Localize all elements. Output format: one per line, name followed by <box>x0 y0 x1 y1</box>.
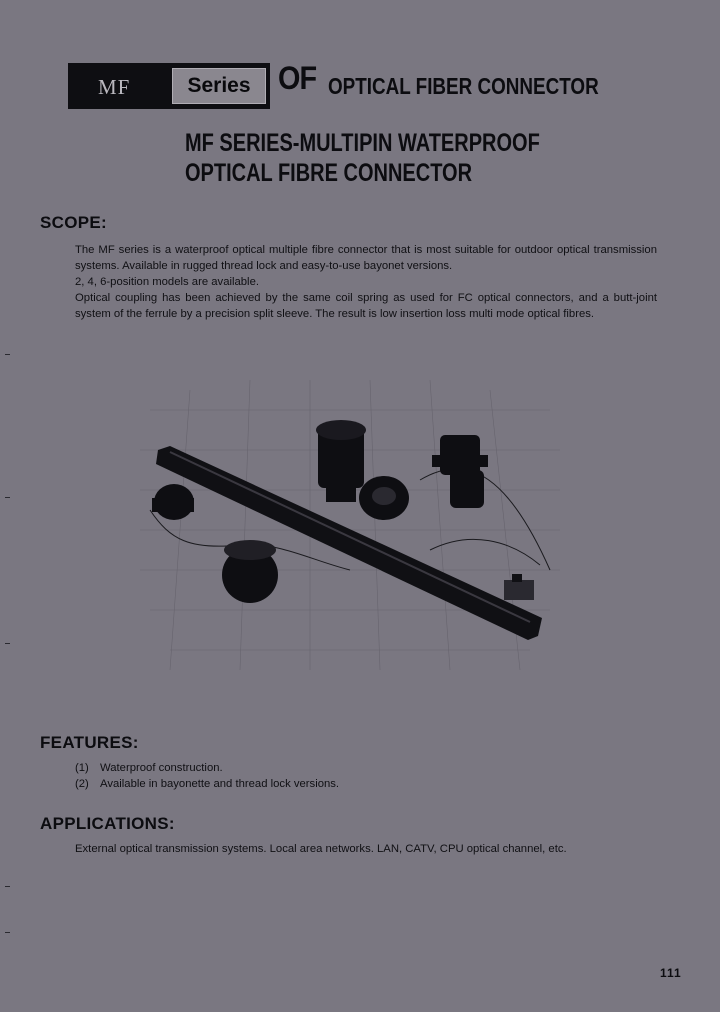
connector-product-photo <box>130 370 570 690</box>
feature-item-1 <box>75 760 657 776</box>
badge-mf-label: MF <box>98 75 131 99</box>
scan-edge-mark <box>5 497 10 498</box>
category-code: OF <box>278 60 317 96</box>
scope-paragraph-3: Optical coupling has been achieved by the same coil spring as used for FC optical connectors, and a butt-joint system of the ferrule by a precision split sleeve. The result is low insertion loss multi mode optical fibres. <box>75 292 657 320</box>
scan-edge-mark <box>5 932 10 933</box>
features-heading: FEATURES: <box>40 733 139 752</box>
applications-heading: APPLICATIONS: <box>40 814 175 833</box>
feature-item-2 <box>75 776 657 792</box>
page-title-line2: OPTICAL FIBRE CONNECTOR <box>185 159 473 187</box>
scan-edge-mark <box>5 354 10 355</box>
features-list <box>75 760 657 792</box>
scope-heading: SCOPE: <box>40 213 107 232</box>
feature-item-number: (2) <box>75 778 89 790</box>
scope-body <box>75 242 657 322</box>
page-title-line1: MF SERIES-MULTIPIN WATERPROOF <box>185 129 540 157</box>
scan-edge-mark <box>5 886 10 887</box>
feature-item-text: Waterproof construction. <box>100 762 223 774</box>
series-badge <box>68 63 270 109</box>
category-title: OPTICAL FIBER CONNECTOR <box>328 73 599 99</box>
scan-edge-mark <box>5 643 10 644</box>
applications-text: External optical transmission systems. Local area networks. LAN, CATV, CPU optical channel, etc. <box>75 843 567 855</box>
page-title <box>185 128 540 188</box>
scope-paragraph-1: The MF series is a waterproof optical multiple fibre connector that is most suitable for outdoor optical transmission systems. Available in rugged thread lock and easy-to-use bayonet versions. <box>75 244 657 272</box>
feature-item-text: Available in bayonette and thread lock versions. <box>100 778 340 790</box>
scope-paragraph-2: 2, 4, 6-position models are available. <box>75 276 259 288</box>
feature-item-number: (1) <box>75 762 89 774</box>
page-number: 111 <box>660 966 682 980</box>
badge-series-label: Series <box>172 68 266 104</box>
